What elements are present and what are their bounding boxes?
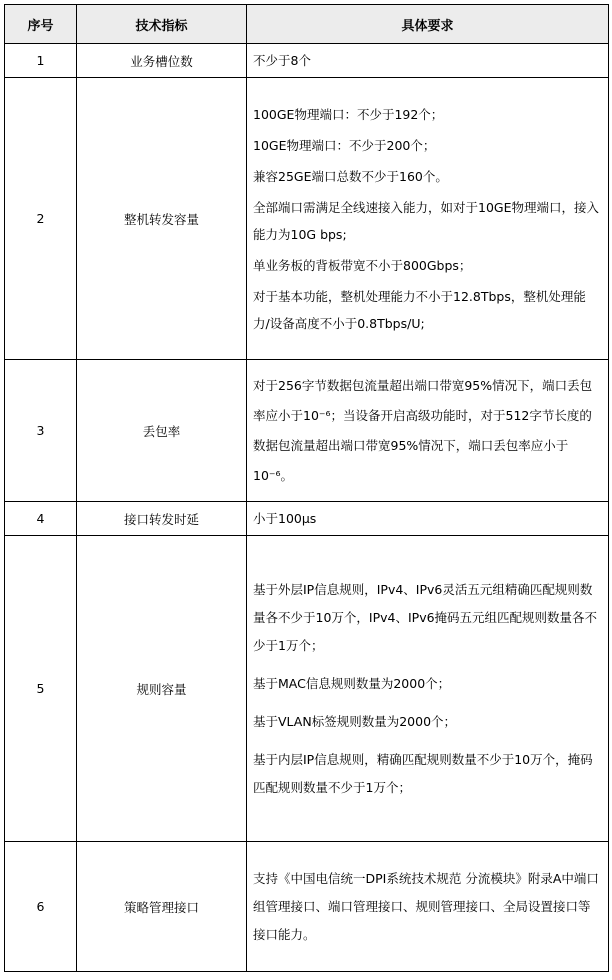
table-row xyxy=(5,536,609,842)
table-row xyxy=(5,502,609,536)
requirement-line: 单业务板的背板带宽不小于800Gbps； xyxy=(253,257,472,273)
row-requirement xyxy=(247,360,609,502)
requirement-line: 小于100μs xyxy=(253,510,317,526)
requirement-line: 全部端口需满足全线速接入能力，如对于10GE物理端口，接入能力为10G bps; xyxy=(253,199,599,242)
requirement-line: 兼容25GE端口总数不少于160个。 xyxy=(253,168,448,184)
row-metric: 规则容量 xyxy=(77,536,247,842)
row-requirement xyxy=(247,502,609,536)
requirement-line: 对于基本功能，整机处理能力不小于12.8Tbps，整机处理能力/设备高度不小于0.8Tbps/U; xyxy=(253,288,586,331)
row-metric: 整机转发容量 xyxy=(77,78,247,360)
header-metric: 技术指标 xyxy=(77,5,247,44)
row-no: 1 xyxy=(5,44,77,78)
requirement-line: 支持《中国电信统一DPI系统技术规范 分流模块》附录A中端口组管理接口、端口管理接口、规则管理接口、全局设置接口等接口能力。 xyxy=(253,870,599,942)
row-no: 2 xyxy=(5,78,77,360)
row-no: 4 xyxy=(5,502,77,536)
row-no: 3 xyxy=(5,360,77,502)
row-requirement xyxy=(247,842,609,972)
requirements-table xyxy=(4,4,609,972)
table-row xyxy=(5,842,609,972)
row-requirement xyxy=(247,78,609,360)
header-no: 序号 xyxy=(5,5,77,44)
requirement-line: 基于外层IP信息规则，IPv4、IPv6灵活五元组精确匹配规则数量各不少于10万个，IPv4、IPv6掩码五元组匹配规则数量各不少于1万个； xyxy=(253,581,598,653)
row-metric: 策略管理接口 xyxy=(77,842,247,972)
requirement-line: 不少于8个 xyxy=(253,52,311,68)
table-row xyxy=(5,44,609,78)
row-metric: 业务槽位数 xyxy=(77,44,247,78)
row-metric: 接口转发时延 xyxy=(77,502,247,536)
row-metric: 丢包率 xyxy=(77,360,247,502)
table-header-row xyxy=(5,5,609,44)
header-requirement: 具体要求 xyxy=(247,5,609,44)
table-row xyxy=(5,78,609,360)
requirement-line: 基于MAC信息规则数量为2000个； xyxy=(253,675,451,691)
row-no: 5 xyxy=(5,536,77,842)
requirement-line: 对于256字节数据包流量超出端口带宽95%情况下，端口丢包率应小于10⁻⁶；当设备开启高级功能时，对于512字节长度的数据包流量超出端口带宽95%情况下，端口丢包率应小于10⁻⁶。 xyxy=(253,377,593,483)
row-no: 6 xyxy=(5,842,77,972)
requirement-line: 基于VLAN标签规则数量为2000个； xyxy=(253,713,457,729)
row-requirement xyxy=(247,44,609,78)
table-row xyxy=(5,360,609,502)
row-requirement xyxy=(247,536,609,842)
requirement-line: 10GE物理端口：不少于200个； xyxy=(253,137,436,153)
requirement-line: 基于内层IP信息规则，精确匹配规则数量不少于10万个，掩码匹配规则数量不少于1万个； xyxy=(253,751,593,795)
requirement-line: 100GE物理端口：不少于192个； xyxy=(253,106,444,122)
